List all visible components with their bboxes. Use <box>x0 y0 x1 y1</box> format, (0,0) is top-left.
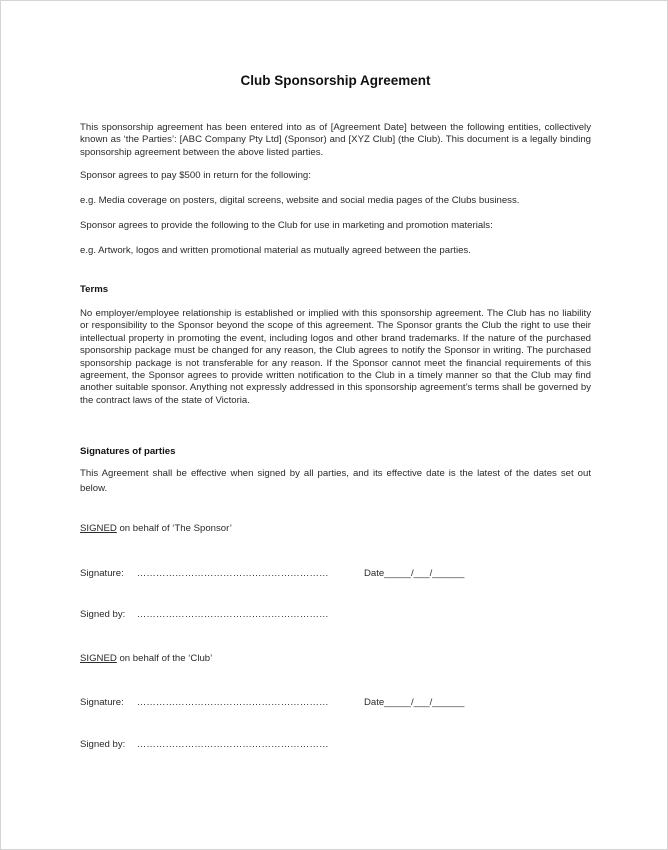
sponsor-signature-row <box>80 568 591 579</box>
club-signed-line <box>80 653 212 664</box>
signatures-paragraph: This Agreement shall be effective when signed by all parties, and its effective date is the latest of the dates set out below. <box>80 468 591 494</box>
signed-by-label: Signed by: <box>80 609 126 620</box>
signatures-heading: Signatures of parties <box>80 446 176 457</box>
date-field[interactable]: Date_____/___/______ <box>364 697 465 708</box>
signature-label: Signature: <box>80 697 124 708</box>
signed-by-label: Signed by: <box>80 739 126 750</box>
club-signed-by-row <box>80 739 329 750</box>
sponsor-pay-paragraph: Sponsor agrees to pay $500 in return for the following: <box>80 170 311 181</box>
signed-by-field[interactable]: …………………………………………………… <box>136 609 329 620</box>
signed-word: SIGNED <box>80 653 117 664</box>
sponsor-provide-paragraph: Sponsor agrees to provide the following to the Club for use in marketing and promotion materials: <box>80 220 493 231</box>
example-2-paragraph: e.g. Artwork, logos and written promotional material as mutually agreed between the parties. <box>80 245 471 256</box>
club-signature-row <box>80 697 591 708</box>
terms-paragraph: No employer/employee relationship is established or implied with this sponsorship agreement. The Club has no liability or responsibility to the Sponsor beyond the scope of this agreement. The Sponsor grants the Club the right to use their intellectual property in promoting the event, including logos and other brand trademarks. If the nature of the purchased sponsorship package must be changed for any reason, the Club agrees to notify the Sponsor in writing. The purchased sponsorship package is not transferable for any reason. If the Sponsor cannot meet the financial requirements of this agreement, the Sponsor agrees to provide written notification to the Club in a timely manner so that the Club may find another suitable sponsor. Anything not expressly addressed in this sponsorship agreement’s terms shall be governed by the contract laws of the state of Victoria. <box>80 308 591 406</box>
signed-word: SIGNED <box>80 523 117 534</box>
date-field[interactable]: Date_____/___/______ <box>364 568 465 579</box>
signature-field[interactable]: …………………………………………………… <box>136 568 329 579</box>
terms-heading: Terms <box>80 284 109 295</box>
example-1-paragraph: e.g. Media coverage on posters, digital screens, website and social media pages of the Clubs business. <box>80 195 520 206</box>
page-title: Club Sponsorship Agreement <box>240 73 431 88</box>
signature-label: Signature: <box>80 568 124 579</box>
signature-field[interactable]: …………………………………………………… <box>136 697 329 708</box>
on-behalf-text: on behalf of ‘The Sponsor’ <box>116 523 232 534</box>
intro-paragraph: This sponsorship agreement has been entered into as of [Agreement Date] between the following entities, collectively known as ‘the Parties’: [ABC Company Pty Ltd] (Sponsor) and [XYZ Club] (the Club). This document is a legally binding sponsorship agreement between the above listed parties. <box>80 122 591 158</box>
signed-by-field[interactable]: …………………………………………………… <box>136 739 329 750</box>
on-behalf-text: on behalf of the ‘Club’ <box>116 653 213 664</box>
sponsor-signed-line <box>80 523 232 534</box>
sponsor-signed-by-row <box>80 609 329 620</box>
